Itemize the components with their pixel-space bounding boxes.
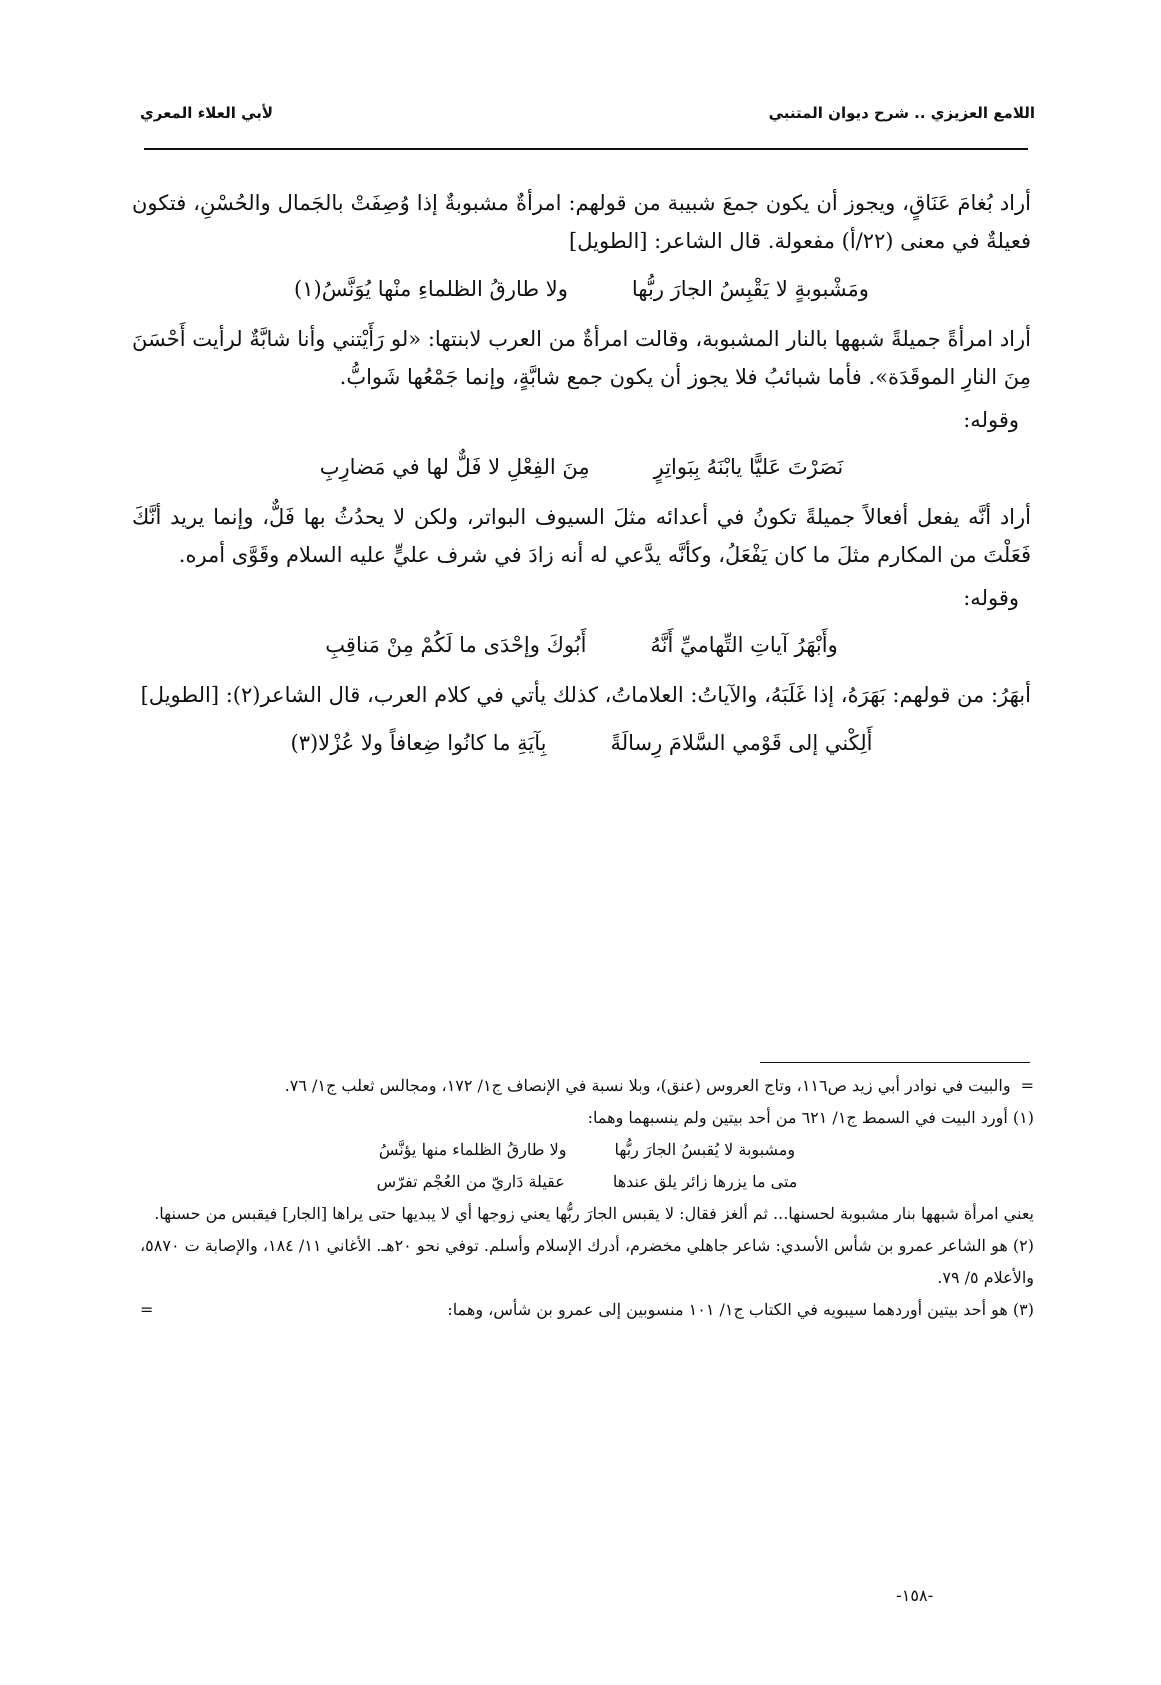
paragraph: أراد أنَّه يفعل أفعالاً جميلةً تكونُ في أعدائه مثلَ السيوف البواتر، ولكن لا يحدُثُ بها فَلٌّ، وإنما يريد أنَّكَ فَعَلْتَ من المكارم مثلَ ما كان يَفْعَلُ، وكأنَّه يدَّعي له أنه زادَ في شرف عليٍّ عليه السلام وقَوَّى أمره. xyxy=(132,505,1031,567)
continuation-mark: = xyxy=(1020,1076,1034,1095)
paragraph: أراد بُغامَ عَنَاقٍ، ويجوز أن يكون جمعَ شبيبة من قولهم: امرأةٌ مشبوبةٌ إذا وُصِفَتْ بالجَمال والحُسْنِ، فتكون فعيلةٌ في معنى (٢٢/أ) مفعولة. قال الشاعر: [الطويل] xyxy=(132,191,1031,253)
page-number: -١٥٨- xyxy=(896,1586,934,1605)
verse-intro: وقوله: xyxy=(963,408,1019,432)
verse-hemistich-second: ولا طارقُ الظلماءِ منْها يُوَنَّسُ(١) xyxy=(294,277,568,301)
footnote-2: (٢) هو الشاعر عمرو بن شأس الأسدي: شاعر جاهلي مخضرم، أدرك الإسلام وأسلم. توفي نحو ٢٠هـ. الأغاني ١١/ ١٨٤، والإصابة ت ٥٨٧٠، والأعلام ٥/ ٧٩. xyxy=(140,1236,1034,1287)
footnotes xyxy=(140,1070,1034,1326)
verse-hemistich-second: أَبُوكَ وإحْدَى ما لَكُمْ مِنْ مَناقِبِ xyxy=(325,633,587,657)
verse-line xyxy=(132,626,1031,664)
verse-line xyxy=(132,724,1031,762)
running-header-author: لأبي العلاء المعري xyxy=(140,104,274,122)
header-rule xyxy=(144,148,1028,150)
footnote-1-tail: يعني امرأة شبهها بنار مشبوبة لحسنها... ثم ألغز فقال: لا يقبس الجارَ ربُّها يعني زوجها أي لا يبديها حتى يراها [الجار] فيقبس من حسنها. xyxy=(154,1204,1034,1223)
verse-hemistich-first: ومشبوبة لا يُقبسُ الجارَ ربُّها xyxy=(614,1140,796,1159)
footnote-verse-line xyxy=(140,1166,1034,1198)
paragraph: أبهَرُ: من قولهم: بَهَرَهُ، إذا غَلَبَهُ، والآياتُ: العلاماتُ، كذلك يأتي في كلام العرب، قال الشاعر(٢): [الطويل] xyxy=(140,683,1031,707)
footnote-text: والبيت في نوادر أبي زيد ص١١٦، وتاج العروس (عنق)، وبلا نسبة في الإنصاف ج١/ ١٧٢، ومجالس ثعلب ج١/ ٧٦. xyxy=(284,1076,1011,1095)
main-text xyxy=(132,184,1031,774)
verse-hemistich-second: ولا طارقُ الظلماء منها يؤنَّسُ xyxy=(378,1140,567,1159)
footnote-verse-line xyxy=(140,1134,1034,1166)
running-header-title: اللامع العزيزي .. شرح ديوان المتنبي xyxy=(768,104,1035,122)
verse-hemistich-first: متى ما يزرها زائر يلق عندها xyxy=(612,1172,798,1191)
footnote-3: (٣) هو أحد بيتين أوردهما سيبويه في الكتاب ج١/ ١٠١ منسوبين إلى عمرو بن شأس، وهما: xyxy=(447,1300,1034,1319)
footnote-1: (١) أورد البيت في السمط ج١/ ٦٢١ من أحد بيتين ولم ينسبهما وهما: xyxy=(587,1108,1034,1127)
continuation-mark: = xyxy=(140,1300,154,1319)
verse-hemistich-second: مِنَ الفِعْلِ لا فَلٌّ لها في مَضارِبِ xyxy=(319,455,590,479)
verse-hemistich-first: وأَبْهَرُ آياتِ التِّهاميِّ أَنَّهُ xyxy=(650,633,838,657)
verse-line xyxy=(132,270,1031,308)
verse-line xyxy=(132,448,1031,486)
footnote-continuation xyxy=(140,1070,1034,1102)
verse-hemistich-first: أَلِكْني إلى قَوْمي السَّلامَ رِسالَةً xyxy=(610,731,873,755)
footnote-3-line xyxy=(140,1294,1034,1326)
verse-hemistich-first: ومَشْبوبةٍ لا يَقْبِسُ الجارَ ربُّها xyxy=(631,277,869,301)
verse-hemistich-first: نَصَرْتَ عَليًّا يابْنَهُ بِبَواتِرٍ xyxy=(653,455,844,479)
footnote-rule xyxy=(760,1062,1030,1063)
verse-hemistich-second: عقيلة دَاريّ من العُجْم تفرّس xyxy=(376,1172,565,1191)
verse-intro: وقوله: xyxy=(963,586,1019,610)
verse-hemistich-second: بِآيَةِ ما كانُوا ضِعافاً ولا عُزْلا(٣) xyxy=(290,731,547,755)
paragraph: أراد امرأةً جميلةً شبهها بالنار المشبوبة، وقالت امرأةٌ من العرب لابنتها: «لو رَأَيْتني وأنا شابَّةٌ لرأيت أَحْسَنَ مِنَ النارِ الموقَدَة». فأما شبائبُ فلا يجوز أن يكون جمع شابَّةٍ، وإنما جَمْعُها شَوابُّ. xyxy=(132,327,1031,389)
